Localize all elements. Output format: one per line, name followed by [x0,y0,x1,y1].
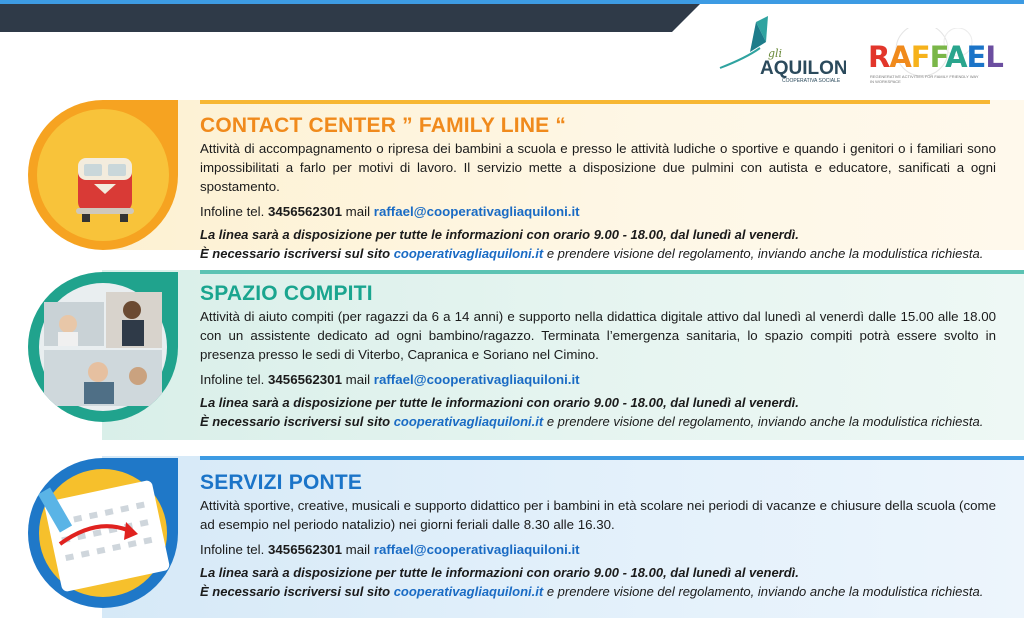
logo-raffael-text: RAFFAEL [868,40,1003,74]
top-accent-bar [0,0,1024,4]
section-title: SERVIZI PONTE [200,471,363,494]
section-contact-center [102,100,1024,261]
section-spazio-compiti [102,270,1024,440]
phone-number[interactable]: 3456562301 [268,542,342,557]
logo-aquiloni-text: AQUILONI [760,58,846,79]
section-body: Attività di aiuto compiti (per ragazzi da 6 a 14 anni) e supporto nella didattica digitale attivo dal lunedì al venerdì dalle 15.00 alle 18.00 con un assistente dedicato ad ogni bambino/ragazzo. Terminata l’emergenza sanitaria, lo spazio compiti potrà essere svolto in presenza presso le sedi di Viterbo, Capranica e Soriano nel Cimino. [200,309,996,362]
phone-number[interactable]: 3456562301 [268,372,342,387]
contact-line [200,202,996,221]
note-rules: e prendere visione del regolamento, inviando anche la modulistica richiesta. [546,414,984,429]
email-link[interactable]: raffael@cooperativagliaquiloni.it [373,204,580,219]
site-link[interactable]: cooperativagliaquiloni.it [393,584,544,599]
van-image [28,100,178,250]
note-hours: La linea sarà a disposizione per tutte le informazioni con orario 9.00 - 18.00, dal lunedì al venerdì. [200,395,799,410]
calendar-image [28,458,178,608]
note-block [200,393,996,431]
note-block [200,225,996,263]
infoline-label: Infoline tel. [200,542,265,557]
note-rules: e prendere visione del regolamento, inviando anche la modulistica richiesta. [546,584,984,599]
infoline-label: Infoline tel. [200,372,265,387]
classroom-image [28,272,178,422]
logo-aquiloni-small: gli [768,47,783,60]
note-block [200,563,996,601]
raffael-logo [862,28,1003,90]
email-link[interactable]: raffael@cooperativagliaquiloni.it [373,542,580,557]
logo-aquiloni-sub: COOPERATIVA SOCIALE [782,78,841,84]
section-servizi-ponte [102,456,1024,618]
note-rules: e prendere visione del regolamento, inviando anche la modulistica richiesta. [546,246,984,261]
section-title: SPAZIO COMPITI [200,282,373,305]
section-title: CONTACT CENTER ” FAMILY LINE “ [200,114,567,137]
site-link[interactable]: cooperativagliaquiloni.it [393,246,544,261]
infoline-label: Infoline tel. [200,204,265,219]
mail-label: mail [345,372,371,387]
logo-raffael-sub: REGENERATIVE ACTIVITIES FOR FAMILY FRIENDLY WAY IN WORKSPACE [870,74,979,84]
note-register: È necessario iscriversi sul sito [200,246,391,261]
note-hours: La linea sarà a disposizione per tutte le informazioni con orario 9.00 - 18.00, dal lunedì al venerdì. [200,227,799,242]
note-register: È necessario iscriversi sul sito [200,584,391,599]
section-body: Attività sportive, creative, musicali e supporto didattico per i bambini in età scolare nei periodi di vacanze e chiusure della scuola (come ad esempio nel periodo natalizio) nei giorni feriali dalle 8.30 alle 16.30. [200,498,996,532]
note-hours: La linea sarà a disposizione per tutte le informazioni con orario 9.00 - 18.00, dal lunedì al venerdì. [200,565,799,580]
mail-label: mail [345,204,371,219]
contact-line [200,540,996,559]
section-body: Attività di accompagnamento o ripresa dei bambini a scuola e presso le attività ludiche o sportive e quando i genitori o i familiari sono impossibilitati a farlo per motivi di lavoro. Il servizio mette a disposizione due pulmini con autista e educatore, sanificati a ogni spostamento. [200,141,996,194]
site-link[interactable]: cooperativagliaquiloni.it [393,414,544,429]
header-band [0,4,700,32]
phone-number[interactable]: 3456562301 [268,204,342,219]
email-link[interactable]: raffael@cooperativagliaquiloni.it [373,372,580,387]
note-register: È necessario iscriversi sul sito [200,414,391,429]
aquiloni-logo [716,12,846,92]
contact-line [200,370,996,389]
mail-label: mail [345,542,371,557]
